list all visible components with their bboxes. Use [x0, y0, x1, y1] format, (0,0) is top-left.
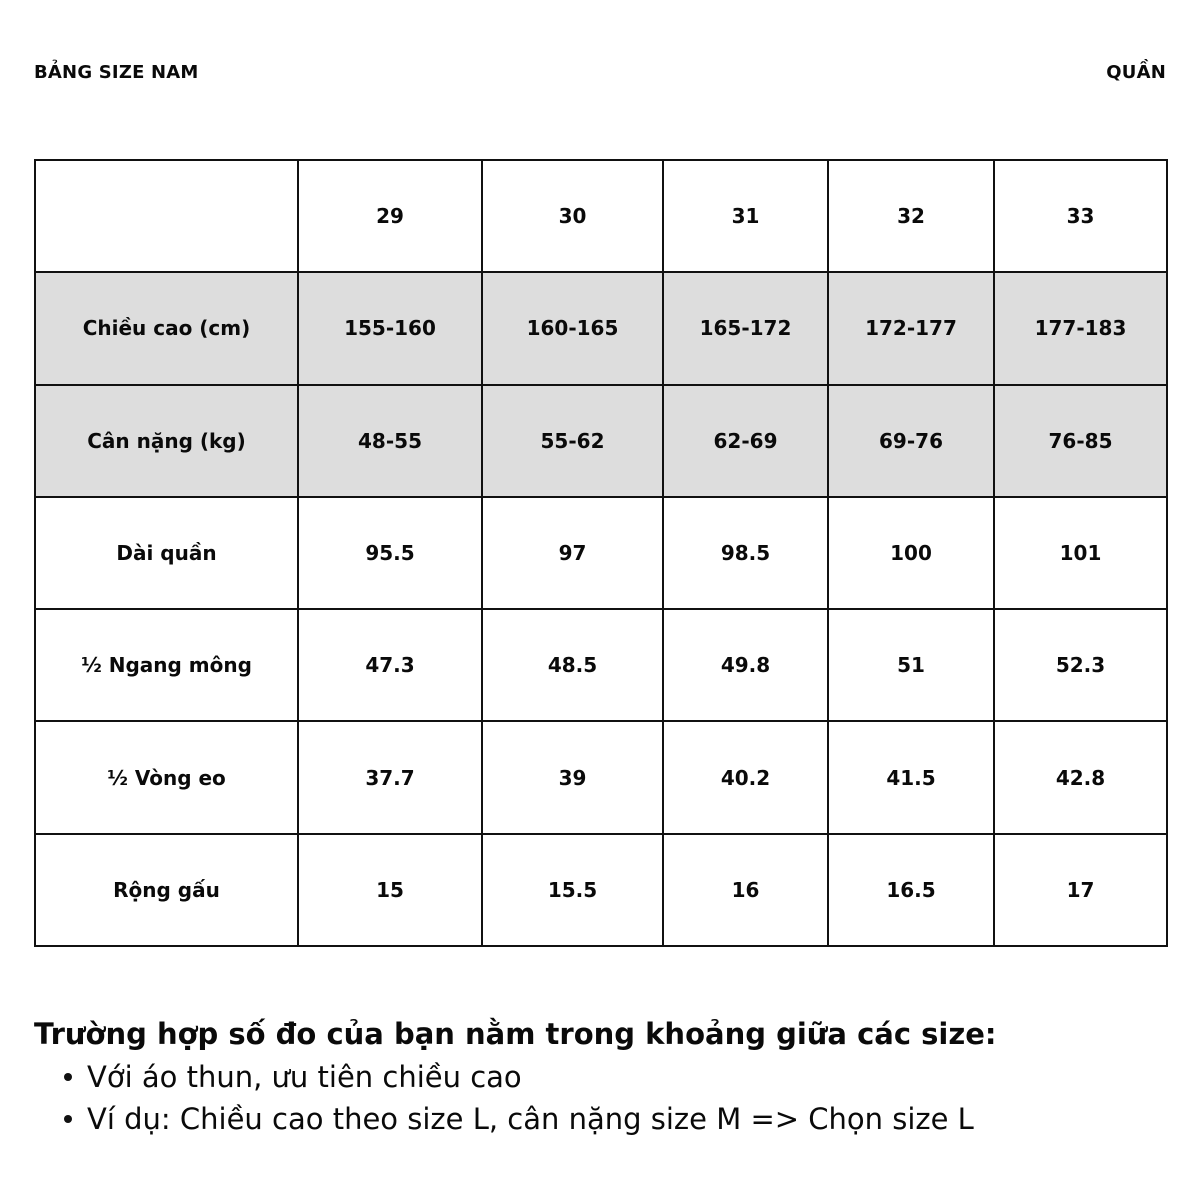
table-cell: 165-172 — [663, 272, 828, 384]
row-half-waist — [35, 721, 1167, 833]
product-category: QUẦN — [1106, 62, 1166, 83]
table-cell: 37.7 — [298, 721, 482, 833]
row-label: Rộng gấu — [35, 834, 298, 946]
table-cell: 41.5 — [828, 721, 994, 833]
bullet-icon — [64, 1115, 72, 1123]
table-cell: 16.5 — [828, 834, 994, 946]
size-header-cell: 30 — [482, 160, 663, 272]
row-label: ½ Vòng eo — [35, 721, 298, 833]
table-cell: 62-69 — [663, 385, 828, 497]
chart-title: BẢNG SIZE NAM — [34, 62, 199, 83]
table-cell: 48.5 — [482, 609, 663, 721]
table-cell: 177-183 — [994, 272, 1167, 384]
size-header-cell: 33 — [994, 160, 1167, 272]
table-cell: 47.3 — [298, 609, 482, 721]
table-cell: 16 — [663, 834, 828, 946]
table-cell: 76-85 — [994, 385, 1167, 497]
table-cell: 69-76 — [828, 385, 994, 497]
table-cell: 15.5 — [482, 834, 663, 946]
size-table — [34, 159, 1168, 947]
row-label: Dài quần — [35, 497, 298, 609]
note-item — [34, 1098, 1174, 1140]
row-label: Chiều cao (cm) — [35, 272, 298, 384]
table-cell: 100 — [828, 497, 994, 609]
row-label: ½ Ngang mông — [35, 609, 298, 721]
table-cell: 55-62 — [482, 385, 663, 497]
corner-cell — [35, 160, 298, 272]
table-cell: 42.8 — [994, 721, 1167, 833]
table-cell: 17 — [994, 834, 1167, 946]
table-cell: 39 — [482, 721, 663, 833]
table-cell: 95.5 — [298, 497, 482, 609]
row-height — [35, 272, 1167, 384]
table-cell: 48-55 — [298, 385, 482, 497]
row-pants-length — [35, 497, 1167, 609]
note-title: Trường hợp số đo của bạn nằm trong khoảng giữa các size: — [34, 1017, 997, 1051]
table-cell: 98.5 — [663, 497, 828, 609]
table-cell: 52.3 — [994, 609, 1167, 721]
table-cell: 160-165 — [482, 272, 663, 384]
note-item-text: Với áo thun, ưu tiên chiều cao — [87, 1060, 522, 1094]
row-half-hip — [35, 609, 1167, 721]
bullet-icon — [64, 1073, 72, 1081]
sizing-note — [34, 1012, 1174, 1140]
row-label: Cân nặng (kg) — [35, 385, 298, 497]
table-cell: 101 — [994, 497, 1167, 609]
table-cell: 97 — [482, 497, 663, 609]
note-list — [34, 1056, 1174, 1140]
table-cell: 49.8 — [663, 609, 828, 721]
size-header-row — [35, 160, 1167, 272]
table-cell: 51 — [828, 609, 994, 721]
size-header-cell: 32 — [828, 160, 994, 272]
table-cell: 155-160 — [298, 272, 482, 384]
row-weight — [35, 385, 1167, 497]
note-item — [34, 1056, 1174, 1098]
table-cell: 15 — [298, 834, 482, 946]
table-cell: 40.2 — [663, 721, 828, 833]
size-header-cell: 29 — [298, 160, 482, 272]
note-item-text: Ví dụ: Chiều cao theo size L, cân nặng size M => Chọn size L — [87, 1102, 974, 1136]
row-hem-width — [35, 834, 1167, 946]
size-header-cell: 31 — [663, 160, 828, 272]
table-cell: 172-177 — [828, 272, 994, 384]
